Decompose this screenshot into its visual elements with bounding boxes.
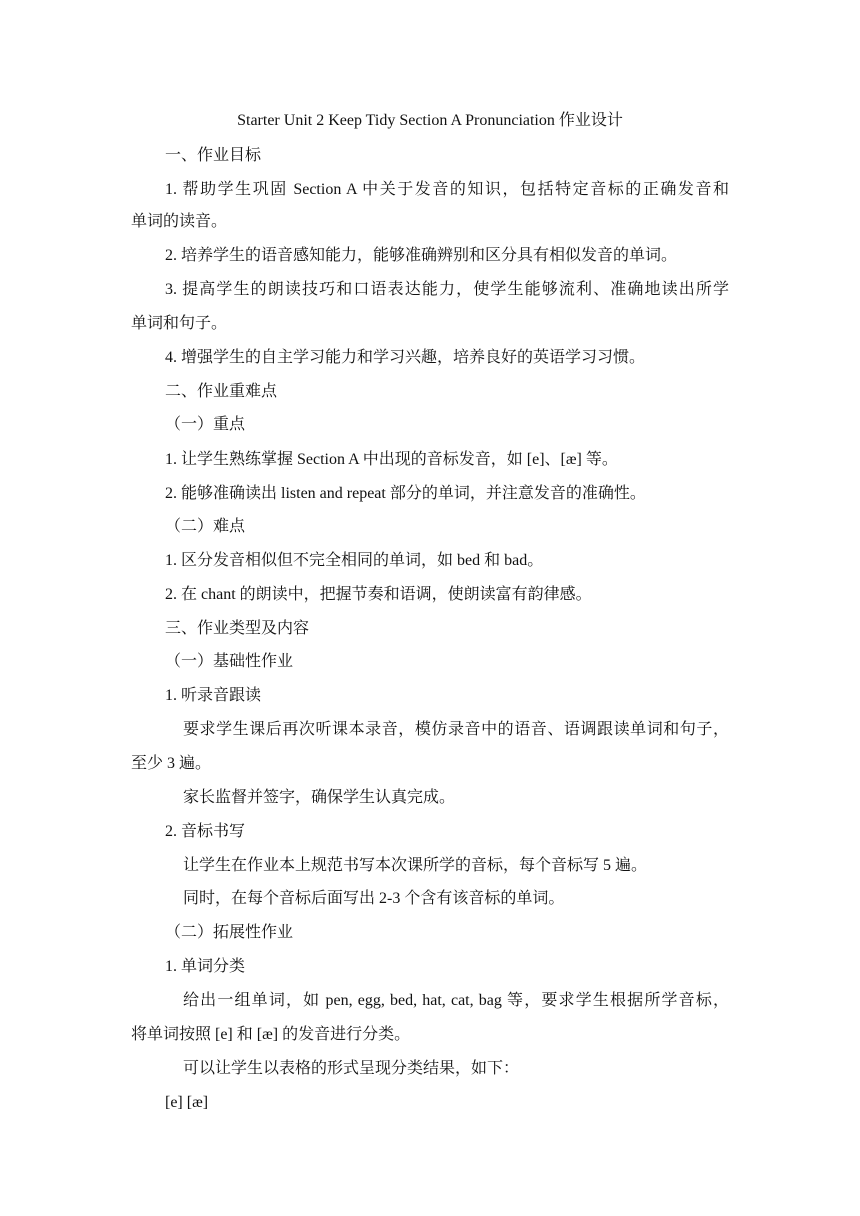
- paragraph-line: 将单词按照 [e] 和 [æ] 的发音进行分类。: [131, 1026, 411, 1043]
- paragraph-line: 2. 在 chant 的朗读中，把握节奏和语调，使朗读富有韵律感。: [165, 586, 592, 603]
- paragraph-line: 1. 帮助学生巩固 Section A 中关于发音的知识，包括特定音标的正确发音和: [165, 181, 729, 198]
- paragraph-line: 2. 能够准确读出 listen and repeat 部分的单词，并注意发音的准确性。: [165, 485, 646, 502]
- item-heading: 1. 单词分类: [165, 958, 246, 975]
- paragraph-line: 同时，在每个音标后面写出 2-3 个含有该音标的单词。: [183, 890, 565, 907]
- paragraph-line: 1. 区分发音相似但不完全相同的单词，如 bed 和 bad。: [165, 552, 544, 569]
- paragraph-line: 可以让学生以表格的形式呈现分类结果，如下：: [183, 1060, 520, 1077]
- item-heading: 1. 听录音跟读: [165, 687, 262, 704]
- paragraph-line: 要求学生课后再次听课本录音，模仿录音中的语音、语调跟读单词和句子，: [183, 721, 729, 738]
- section-heading: 二、作业重难点: [165, 383, 278, 400]
- paragraph-line: 3. 提高学生的朗读技巧和口语表达能力，使学生能够流利、准确地读出所学: [165, 281, 729, 298]
- paragraph-line: 4. 增强学生的自主学习能力和学习兴趣，培养良好的英语学习习惯。: [165, 349, 646, 366]
- paragraph-line: 2. 培养学生的语音感知能力，能够准确辨别和区分具有相似发音的单词。: [165, 247, 678, 264]
- paragraph-line: 至少 3 遍。: [131, 755, 212, 772]
- paragraph-line: 单词和句子。: [131, 315, 228, 332]
- paragraph-line: 给出一组单词，如 pen, egg, bed, hat, cat, bag 等，要求学生根据所学音标，: [183, 992, 729, 1009]
- subsection-heading: （一）基础性作业: [165, 653, 294, 670]
- paragraph-line: 单词的读音。: [131, 213, 228, 230]
- item-heading: 2. 音标书写: [165, 823, 246, 840]
- subsection-heading: （二）难点: [165, 518, 246, 535]
- subsection-heading: （一）重点: [165, 416, 246, 433]
- paragraph-line: 家长监督并签字，确保学生认真完成。: [183, 789, 456, 806]
- subsection-heading: （二）拓展性作业: [165, 924, 294, 941]
- paragraph-line: 让学生在作业本上规范书写本次课所学的音标，每个音标写 5 遍。: [183, 857, 648, 874]
- paragraph-line: 1. 让学生熟练掌握 Section A 中出现的音标发音，如 [e]、[æ] 等。: [165, 451, 618, 468]
- section-heading: 三、作业类型及内容: [165, 620, 310, 637]
- phonetic-header: [e] [æ]: [165, 1094, 209, 1111]
- section-heading: 一、作业目标: [165, 147, 262, 164]
- document-title: Starter Unit 2 Keep Tidy Section A Pronunciation 作业设计: [237, 112, 623, 129]
